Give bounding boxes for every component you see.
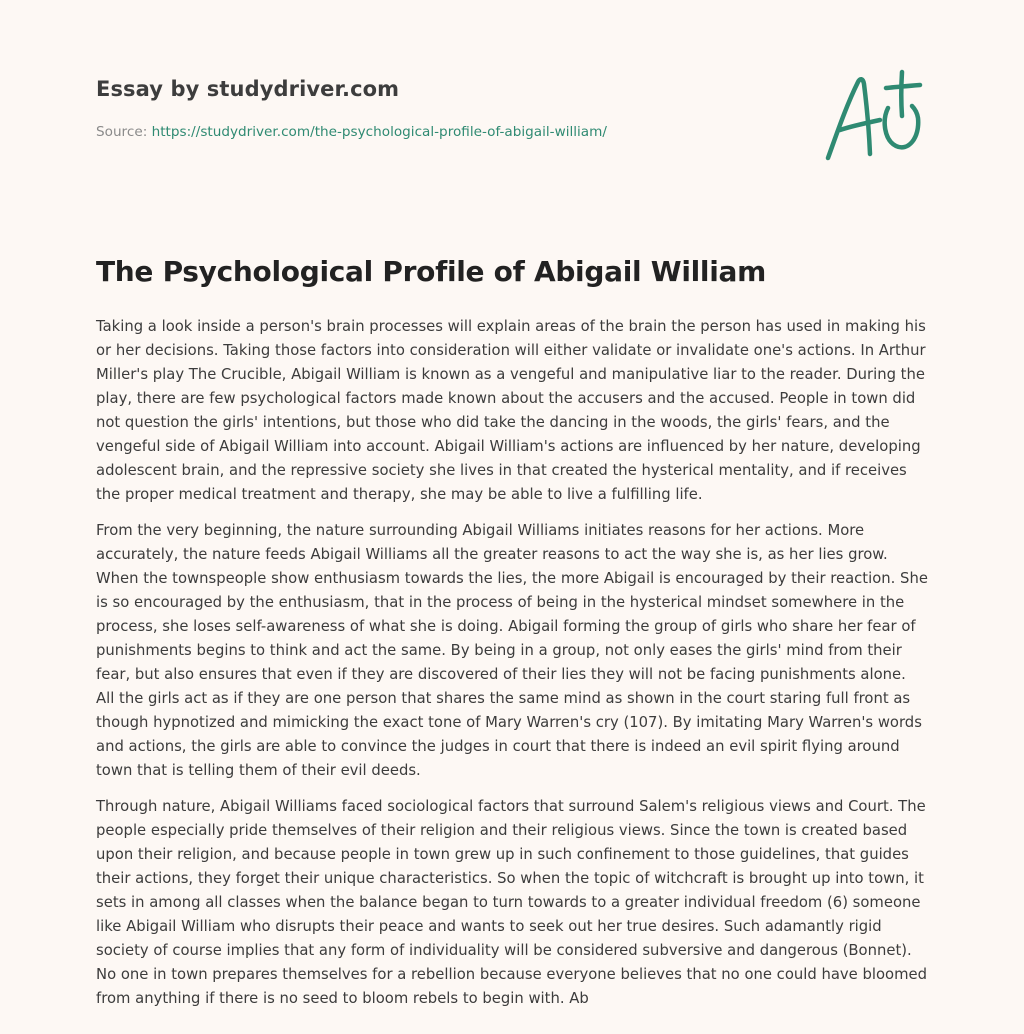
essay-paragraph: From the very beginning, the nature surrounding Abigail Williams initiates reasons for her actions. More accurately, the nature feeds Abigail Williams all the greater reasons to act the way she is, as her lies grow. When the townspeople show enthusiasm towards the lies, the more Abigail is encouraged by their reaction. She is so encouraged by the enthusiasm, that in the process of being in the hysterical mindset somewhere in the process, she loses self-awareness of what she is doing. Abigail forming the group of girls who share her fear of punishments begins to think and act the same. By being in a group, not only eases the girls' mind from their fear, but also ensures that even if they are discovered of their lies they will not be facing punishments alone. All the girls act as if they are one person that shares the same mind as shown in the court staring full front as though hypnotized and mimicking the exact tone of Mary Warren's cry (107). By imitating Mary Warren's words and actions, the girls are able to convince the judges in court that there is indeed an evil spirit flying around town that is telling them of their evil deeds. [96,522,928,779]
source-line [96,124,607,140]
source-label: Source: [96,124,152,140]
essay-title: The Psychological Profile of Abigail William [96,255,766,288]
a-plus-logo-icon [822,68,926,164]
essay-paragraph: Taking a look inside a person's brain processes will explain areas of the brain the person has used in making his or her decisions. Taking those factors into consideration will either validate or invalidate one's actions. In Arthur Miller's play The Crucible, Abigail William is known as a vengeful and manipulative liar to the reader. During the play, there are few psychological factors made known about the accusers and the accused. People in town did not question the girls' intentions, but those who did take the dancing in the woods, the girls' fears, and the vengeful side of Abigail William into account. Abigail William's actions are influenced by her nature, developing adolescent brain, and the repressive society she lives in that created the hysterical mentality, and if receives the proper medical treatment and therapy, she may be able to live a fulfilling life. [96,318,926,503]
site-brand: Essay by studydriver.com [96,77,400,101]
essay-paragraph: Through nature, Abigail Williams faced sociological factors that surround Salem's religious views and Court. The people especially pride themselves of their religion and their religious views. Since the town is created based upon their religion, and because people in town grew up in such confinement to those guidelines, that guides their actions, they forget their unique characteristics. So when the topic of witchcraft is brought up into town, it sets in among all classes when the balance began to turn towards to a greater individual freedom (6) someone like Abigail William who disrupts their peace and wants to seek out her true desires. Such adamantly rigid society of course implies that any form of individuality will be considered subversive and dangerous (Bonnet). No one in town prepares themselves for a rebellion because everyone believes that no one could have bloomed from anything if there is no seed to bloom rebels to begin with. Ab [96,798,927,1007]
source-link[interactable]: https://studydriver.com/the-psychological-profile-of-abigail-william/ [151,124,607,140]
essay-body [96,315,928,1023]
